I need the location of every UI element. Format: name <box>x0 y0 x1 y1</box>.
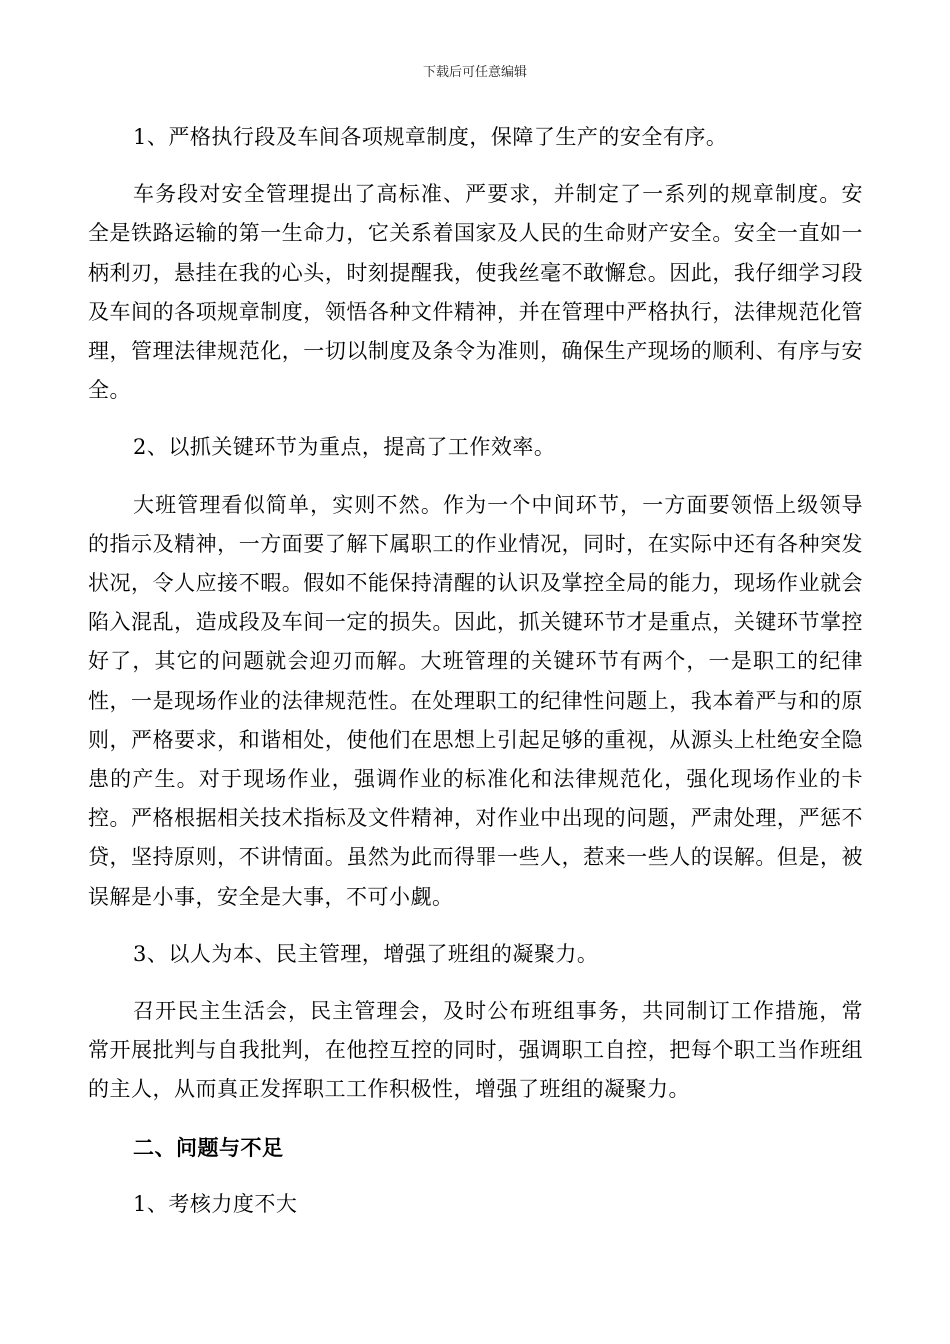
document-body <box>88 118 863 1242</box>
paragraph-2: 大班管理看似简单，实则不然。作为一个中间环节，一方面要领悟上级领导的指示及精神，一方面要了解下属职工的作业情况，同时，在实际中还有各种突发状况，令人应接不暇。假如不能保持清醒的认识及掌控全局的能力，现场作业就会陷入混乱，造成段及车间一定的损失。因此，抓关键环节才是重点，关键环节掌控好了，其它的问题就会迎刃而解。大班管理的关键环节有两个，一是职工的纪律性，一是现场作业的法律规范性。在处理职工的纪律性问题上，我本着严与和的原则，严格要求，和谐相处，使他们在思想上引起足够的重视，从源头上杜绝安全隐患的产生。对于现场作业，强调作业的标准化和法律规范化，强化现场作业的卡控。严格根据相关技术指标及文件精神，对作业中出现的问题，严肃处理，严惩不贷，坚持原则，不讲情面。虽然为此而得罪一些人，惹来一些人的误解。但是，被误解是小事，安全是大事，不可小觑。 <box>88 492 863 909</box>
paragraph-3: 召开民主生活会，民主管理会，及时公布班组事务，共同制订工作措施，常常开展批判与自我批判，在他控互控的同时，强调职工自控，把每个职工当作班组的主人，从而真正发挥职工工作积极性，增强了班组的凝聚力。 <box>88 999 863 1102</box>
subheading-2: 2、以抓关键环节为重点，提高了工作效率。 <box>133 435 556 460</box>
page-header: 下载后可任意编辑 <box>422 65 527 80</box>
paragraph-1: 车务段对安全管理提出了高标准、严要求，并制定了一系列的规章制度。安全是铁路运输的第一生命力，它关系着国家及人民的生命财产安全。安全一直如一柄利刃，悬挂在我的心头，时刻提醒我，使我丝毫不敢懈怠。因此，我仔细学习段及车间的各项规章制度，领悟各种文件精神，并在管理中严格执行，法律规范化管理，管理法律规范化，一切以制度及条令为准则，确保生产现场的顺利、有序与安全。 <box>88 182 863 403</box>
subheading-3: 3、以人为本、民主管理，增强了班组的凝聚力。 <box>133 941 599 966</box>
subheading-4: 1、考核力度不大 <box>133 1191 298 1216</box>
section-heading-problems: 二、问题与不足 <box>133 1134 284 1160</box>
subheading-1: 1、严格执行段及车间各项规章制度，保障了生产的安全有序。 <box>133 125 728 149</box>
